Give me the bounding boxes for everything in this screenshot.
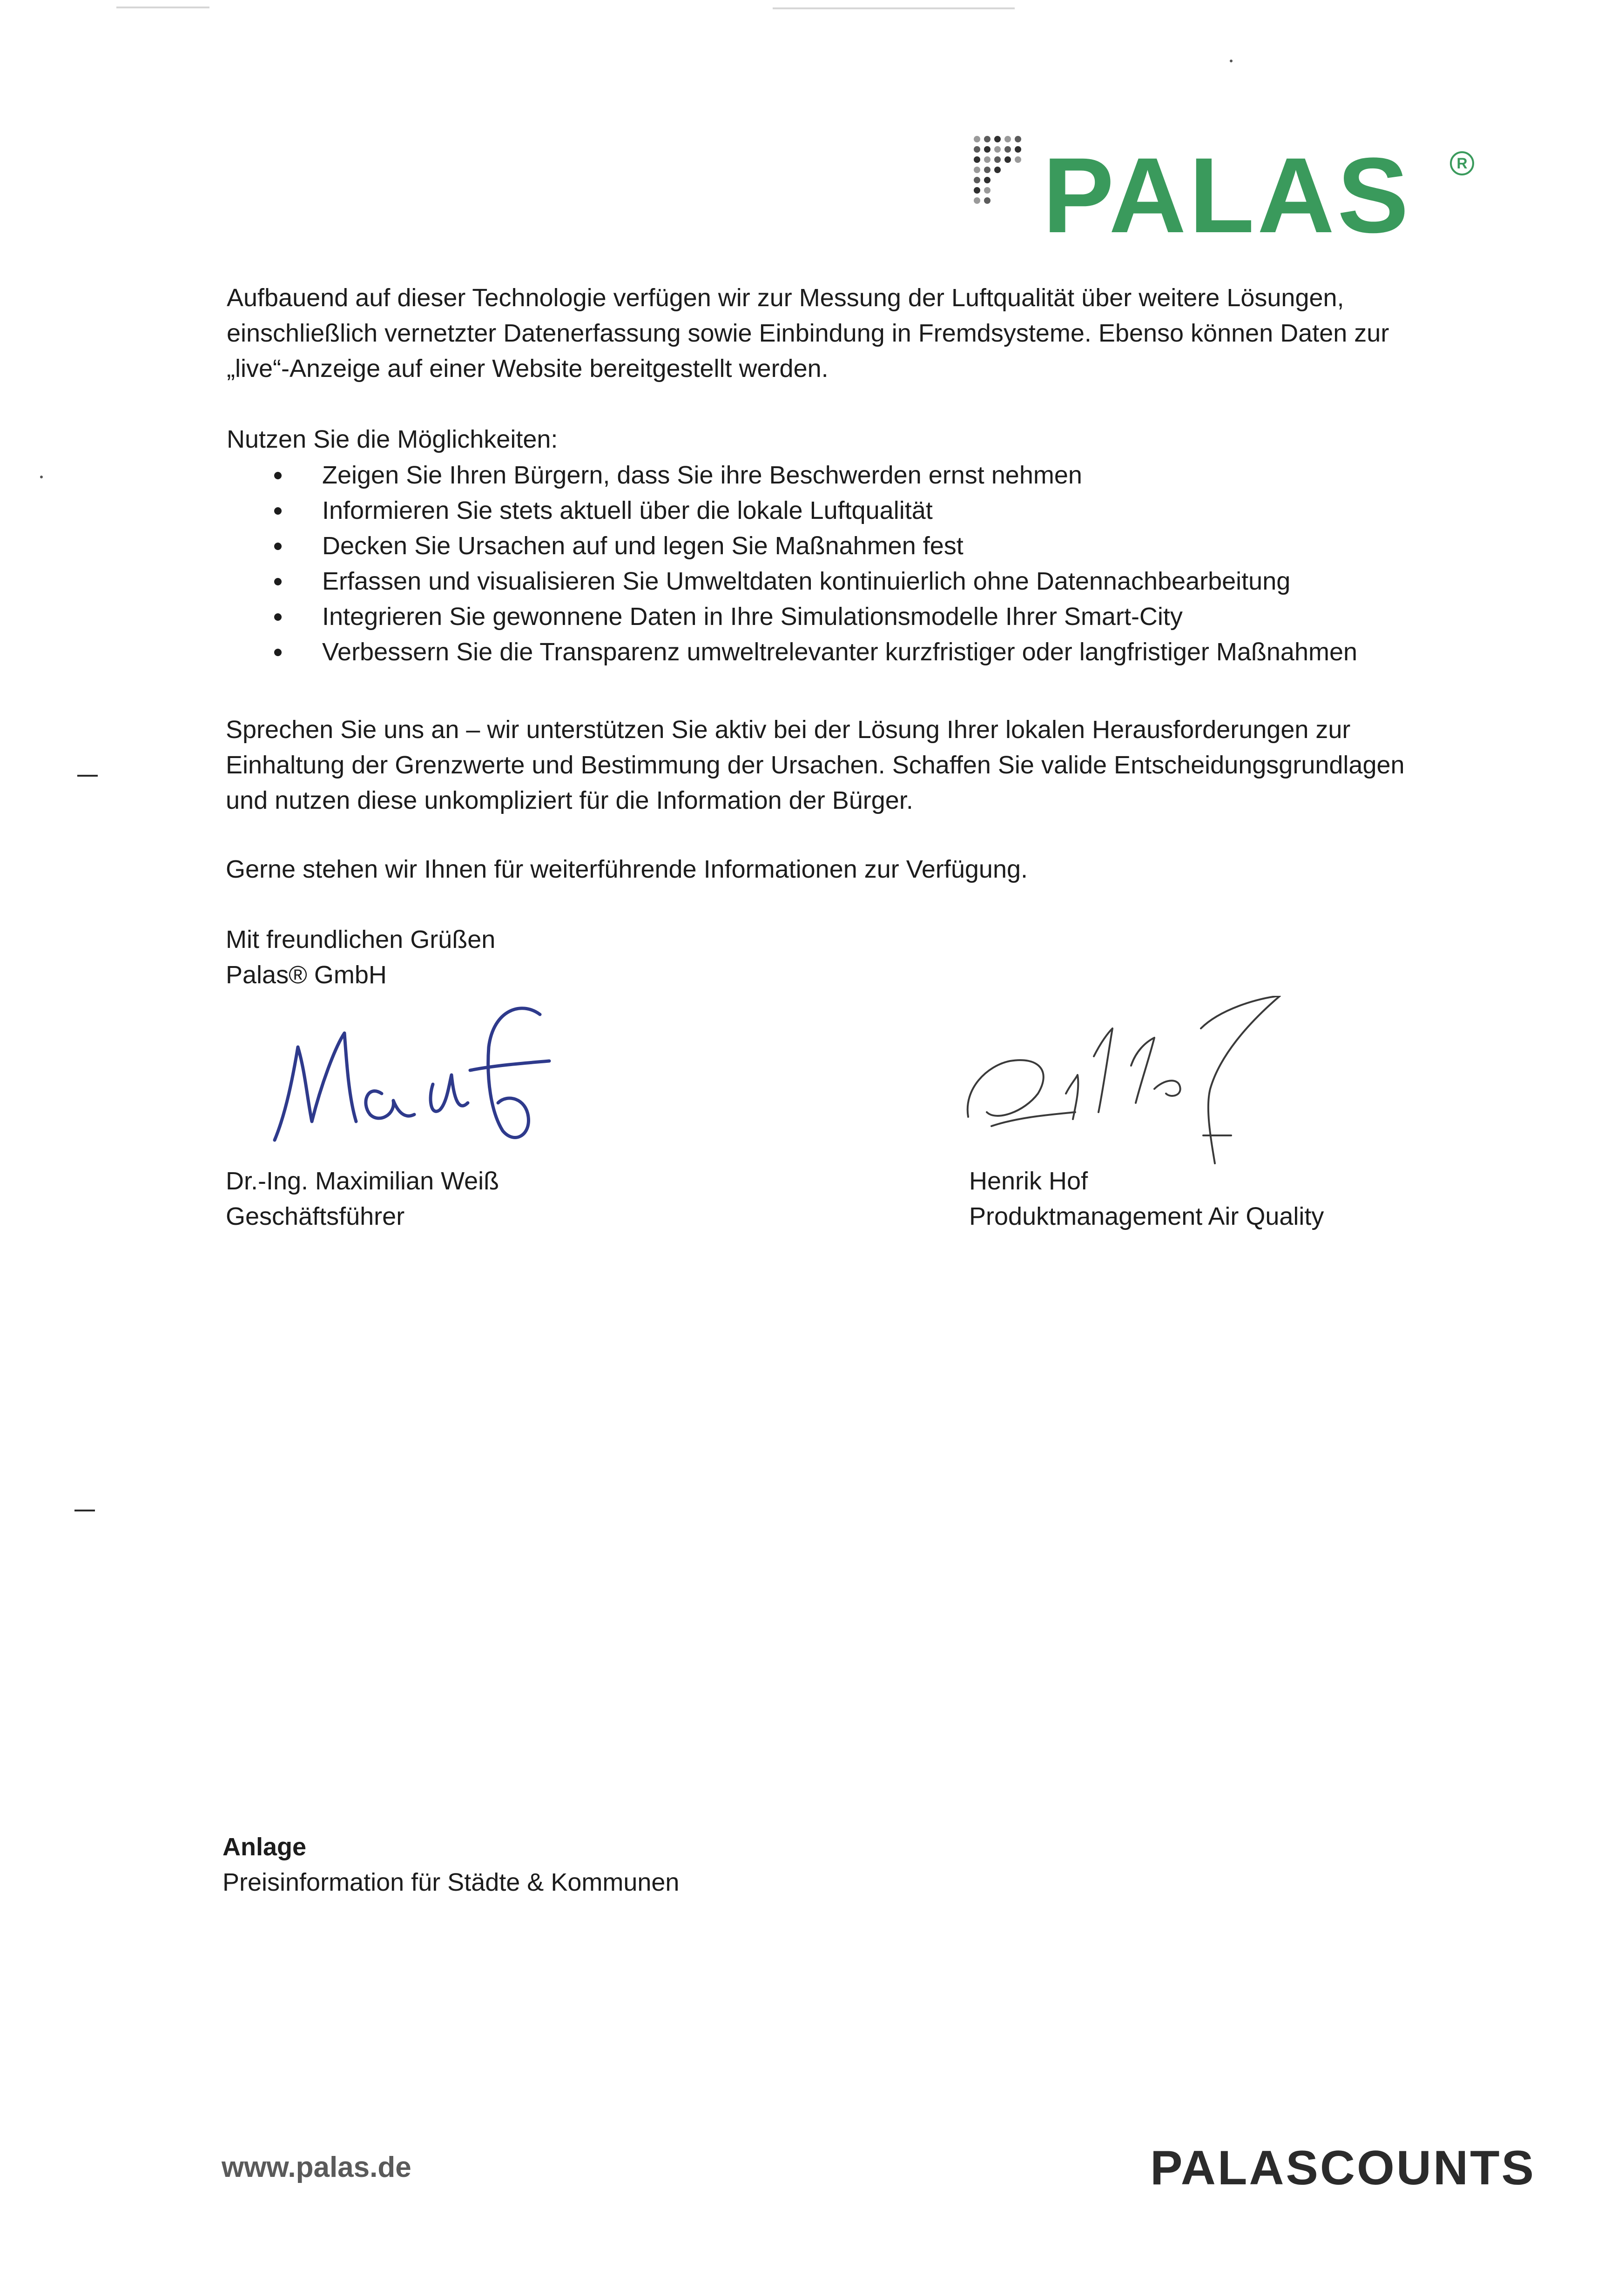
logo-wordmark: PALAS: [1043, 135, 1412, 255]
logo-dot: [1015, 156, 1021, 163]
signer-name: Dr.-Ing. Maximilian Weiß: [226, 1167, 499, 1195]
contact-line: Einhaltung der Grenzwerte und Bestimmung der Ursachen. Schaffen Sie valide Entscheidungsgrundlagen: [226, 751, 1405, 779]
registered-mark: R: [1450, 151, 1474, 175]
list-item: Decken Sie Ursachen auf und legen Sie Maßnahmen fest: [227, 528, 1357, 564]
greeting: Mit freundlichen Grüßen: [226, 926, 496, 953]
logo-dot: [974, 197, 980, 204]
signature-hof: [959, 996, 1303, 1173]
scan-artifact: [77, 775, 98, 777]
options-heading: Nutzen Sie die Möglichkeiten:: [227, 425, 558, 453]
logo-dot: [974, 167, 980, 173]
signer-title: Produktmanagement Air Quality: [969, 1202, 1324, 1230]
scan-artifact: [74, 1510, 95, 1511]
logo-dot: [1004, 146, 1011, 153]
logo-dot: [974, 177, 980, 183]
list-item: Zeigen Sie Ihren Bürgern, dass Sie ihre Beschwerden ernst nehmen: [227, 457, 1357, 493]
intro-line: „live“-Anzeige auf einer Website bereitgestellt werden.: [227, 355, 829, 383]
attachment-heading: Anlage: [222, 1833, 307, 1861]
intro-line: Aufbauend auf dieser Technologie verfügen wir zur Messung der Luftqualität über weitere Lösungen,: [227, 284, 1344, 312]
contact-line: und nutzen diese unkompliziert für die Information der Bürger.: [226, 786, 913, 814]
list-item: Verbessern Sie die Transparenz umweltrelevanter kurzfristiger oder langfristiger Maßnahmen: [227, 634, 1357, 670]
logo-dot: [974, 146, 980, 153]
intro-paragraph: [227, 280, 1474, 386]
attachment-item: Preisinformation für Städte & Kommunen: [222, 1868, 680, 1896]
logo-dot: [994, 136, 1001, 142]
logo-dot: [984, 167, 991, 173]
list-item: Informieren Sie stets aktuell über die lokale Luftqualität: [227, 493, 1357, 528]
logo-dot: [1004, 136, 1011, 142]
logo-dot: [1015, 136, 1021, 142]
scan-artifact: [773, 7, 1015, 9]
logo-dot: [984, 177, 991, 183]
logo-dot: [974, 136, 980, 142]
logo-dot: [974, 187, 980, 194]
scan-artifact: [1230, 60, 1233, 62]
list-item: Integrieren Sie gewonnene Daten in Ihre Simulationsmodelle Ihrer Smart-City: [227, 599, 1357, 634]
logo-dot: [974, 156, 980, 163]
logo-dot: [984, 156, 991, 163]
contact-paragraph: [226, 712, 1482, 818]
signature-weiss: [261, 991, 559, 1149]
footer-url[interactable]: www.palas.de: [222, 2151, 411, 2183]
logo-dot: [984, 146, 991, 153]
intro-line: einschließlich vernetzter Datenerfassung sowie Einbindung in Fremdsysteme. Ebenso können Daten zur: [227, 319, 1389, 347]
logo-dot: [1015, 146, 1021, 153]
logo-dot: [994, 167, 1001, 173]
logo-dot: [994, 156, 1001, 163]
signer-name: Henrik Hof: [969, 1167, 1088, 1195]
footer-brand-logo: PALASCOUNTS: [1150, 2141, 1536, 2195]
scan-artifact: [40, 476, 43, 478]
company-name: Palas® GmbH: [226, 961, 387, 989]
dot-matrix-icon: [970, 114, 1040, 221]
logo-dot: [1004, 156, 1011, 163]
greeting-block: [226, 922, 495, 993]
logo-dot: [984, 197, 991, 204]
scan-artifact: [116, 7, 209, 8]
logo-dot: [984, 187, 991, 194]
contact-line: Sprechen Sie uns an – wir unterstützen Sie aktiv bei der Lösung Ihrer lokalen Herausforderungen zur: [226, 716, 1351, 744]
options-list: [227, 457, 1357, 670]
palas-logo: [970, 114, 1478, 255]
list-item: Erfassen und visualisieren Sie Umweltdaten kontinuierlich ohne Datennachbearbeitung: [227, 564, 1357, 599]
attachment-block: [222, 1829, 679, 1900]
signer-left: [226, 1163, 499, 1234]
signer-title: Geschäftsführer: [226, 1202, 405, 1230]
logo-dot: [984, 136, 991, 142]
logo-dot: [994, 146, 1001, 153]
signer-right: [969, 1163, 1324, 1234]
closing-sentence: Gerne stehen wir Ihnen für weiterführende Informationen zur Verfügung.: [226, 855, 1028, 883]
